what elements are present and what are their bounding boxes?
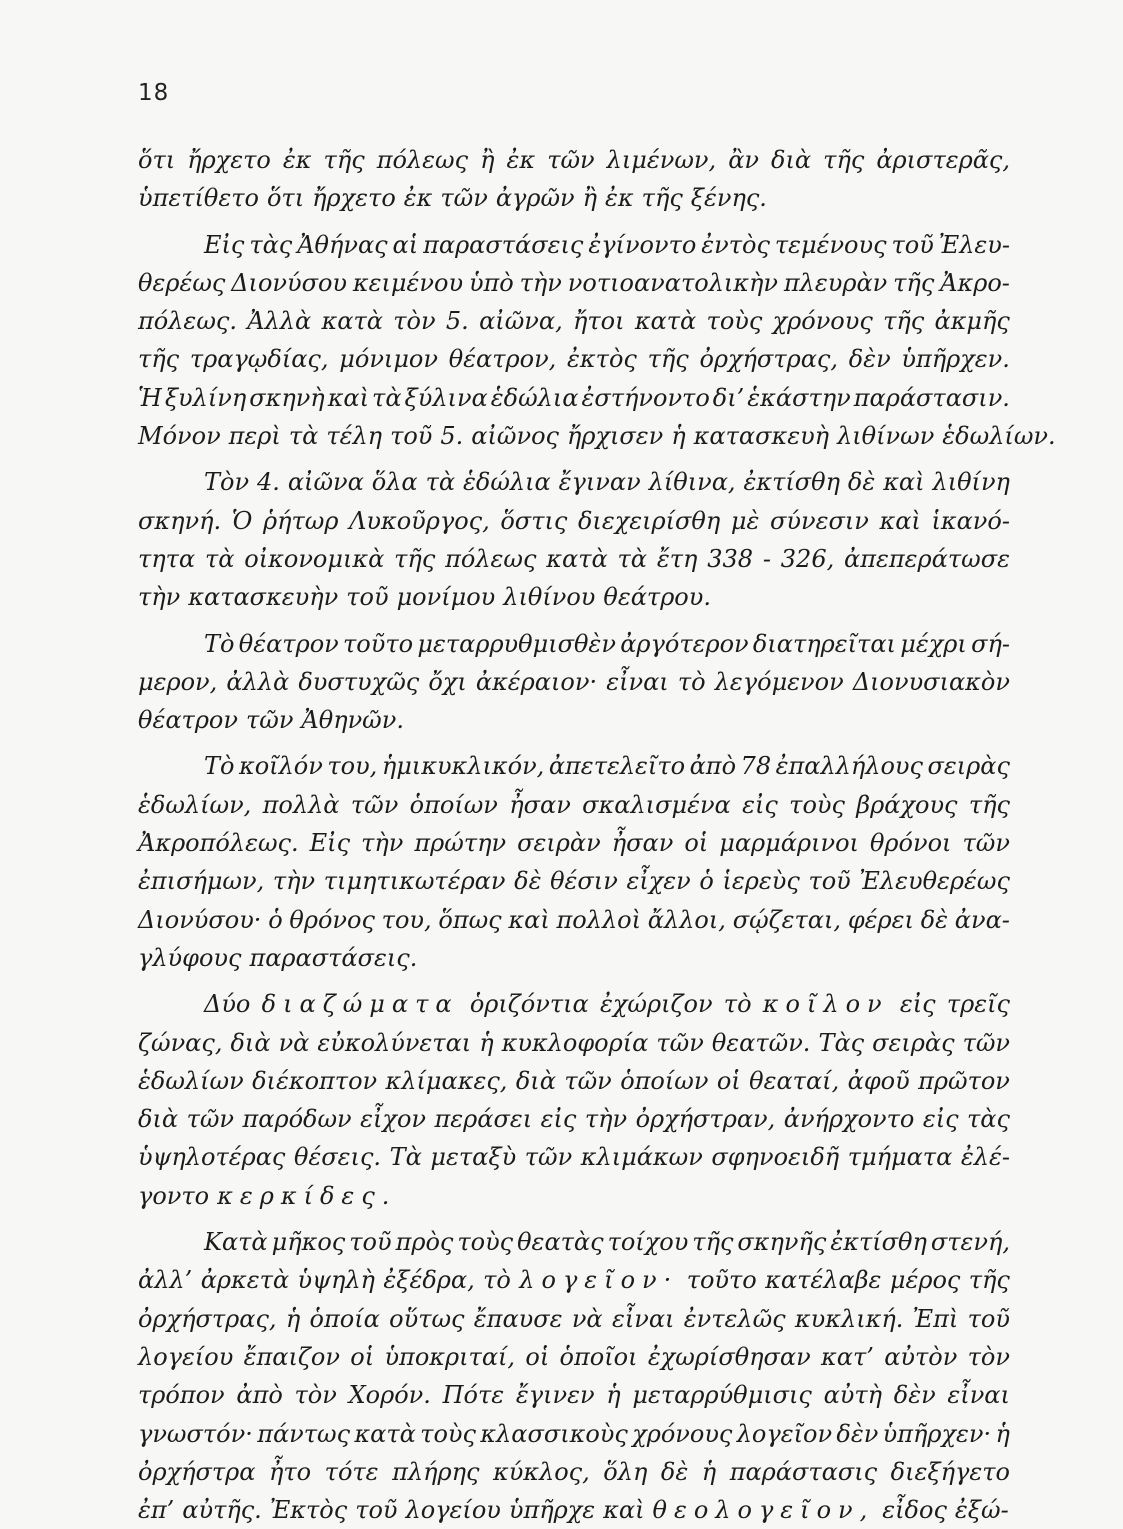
text-line: τὴν κατασκευὴν τοῦ μονίμου λιθίνου θεάτρου. [138, 583, 711, 612]
text-line: ὀρχήστρα ἦτο τότε πλήρης κύκλος, ὅλη δὲ ἡ παράστασις διεξήγετο [138, 1457, 1010, 1486]
text-line: ἑδωλίων διέκοπτον κλίμακες, διὰ τῶν ὁποίων οἱ θεαταί, ἀφοῦ πρῶτον [138, 1066, 1010, 1095]
text-line: ὀρχήστρας, ἡ ὁποία οὕτως ἔπαυσε νὰ εἶναι ἐντελῶς κυκλική. Ἐπὶ τοῦ [138, 1304, 1010, 1333]
paragraph [138, 985, 1010, 1215]
text-line: Τὸ κοῖλόν του, ἡμικυκλικόν, ἀπετελεῖτο ἀπὸ 78 ἐπαλλήλους σειρὰς [204, 752, 1010, 781]
text-line: γλύφους παραστάσεις. [138, 943, 418, 972]
text-line: ὑπετίθετο ὅτι ἤρχετο ἐκ τῶν ἀγρῶν ἢ ἐκ τῆς ξένης. [138, 184, 767, 213]
text-line: πόλεως. Ἀλλὰ κατὰ τὸν 5. αἰῶνα, ἤτοι κατὰ τοὺς χρόνους τῆς ἀκμῆς [138, 307, 1010, 336]
paragraph [138, 141, 1010, 218]
text-line: ἐπισήμων, τὴν τιμητικωτέραν δὲ θέσιν εἶχεν ὁ ἱερεὺς τοῦ Ἐλευθερέως [138, 867, 1010, 896]
text-line: ὅτι ἤρχετο ἐκ τῆς πόλεως ἢ ἐκ τῶν λιμένων, ἂν διὰ τῆς ἀριστερᾶς, [138, 146, 1010, 174]
text-line: Εἰς τὰς Ἀθήνας αἱ παραστάσεις ἐγίνοντο ἐντὸς τεμένους τοῦ Ἐλευ- [204, 230, 1010, 259]
text-line: Τὸ θέατρον τοῦτο μεταρρυθμισθὲν ἀργότερον διατηρεῖται μέχρι σή- [204, 629, 1010, 658]
text-line: Ἡ ξυλίνη σκηνὴ καὶ τὰ ξύλινα ἑδώλια ἐστήνοντο δι’ ἑκάστην παράστασιν. [138, 383, 1010, 412]
text-line: σκηνή. Ὁ ῥήτωρ Λυκοῦργος, ὅστις διεχειρίσθη μὲ σύνεσιν καὶ ἱκανό- [138, 506, 1010, 535]
text-line: Τὸν 4. αἰῶνα ὅλα τὰ ἑδώλια ἔγιναν λίθινα, ἐκτίσθη δὲ καὶ λιθίνη [204, 468, 1010, 497]
text-line: διὰ τῶν παρόδων εἶχον περάσει εἰς τὴν ὀρχήστραν, ἀνήρχοντο εἰς τὰς [138, 1105, 1010, 1134]
text-line: τῆς τραγῳδίας, μόνιμον θέατρον, ἐκτὸς τῆς ὀρχήστρας, δὲν ὑπῆρχεν. [138, 345, 1010, 374]
paragraph [138, 747, 1010, 977]
text-line: ζώνας, διὰ νὰ εὐκολύνεται ἡ κυκλοφορία τῶν θεατῶν. Τὰς σειρὰς τῶν [138, 1028, 1010, 1057]
text-line: Κατὰ μῆκος τοῦ πρὸς τοὺς θεατὰς τοίχου τῆς σκηνῆς ἐκτίσθη στενή, [204, 1228, 1010, 1257]
text-line: γνωστόν· πάντως κατὰ τοὺς κλασσικοὺς χρόνους λογεῖον δὲν ὑπῆρχεν· ἡ [138, 1419, 1010, 1448]
text-line: λογείου ἔπαιζον οἱ ὑποκριταί, οἱ ὁποῖοι ἐχωρίσθησαν κατ’ αὐτὸν τὸν [138, 1342, 1010, 1371]
text-line: Δύο διαζώματα ὁριζόντια ἐχώριζον τὸ κοῖλον εἰς τρεῖς [204, 990, 1010, 1019]
text-line: Μόνον περὶ τὰ τέλη τοῦ 5. αἰῶνος ἤρχισεν ἡ κατασκευὴ λιθίνων ἑδωλίων. [138, 422, 1056, 451]
paragraph [138, 1223, 1010, 1529]
text-line: Ἀκροπόλεως. Εἰς τὴν πρώτην σειρὰν ἦσαν οἱ μαρμάρινοι θρόνοι τῶν [138, 829, 1010, 858]
text-line: γοντο κερκίδες. [138, 1181, 397, 1210]
text-line: τητα τὰ οἰκονομικὰ τῆς πόλεως κατὰ τὰ ἔτη 338 - 326, ἀπεπεράτωσε [138, 544, 1010, 573]
paragraph [138, 625, 1010, 740]
text-line: τρόπον ἀπὸ τὸν Χορόν. Πότε ἔγινεν ἡ μεταρρύθμισις αὐτὴ δὲν εἶναι [138, 1381, 1010, 1410]
text-line: Διονύσου· ὁ θρόνος του, ὅπως καὶ πολλοὶ ἄλλοι, σῴζεται, φέρει δὲ ἀνα- [138, 905, 1010, 934]
text-line: ἀλλ’ ἀρκετὰ ὑψηλὴ ἐξέδρα, τὸ λογεῖον· τοῦτο κατέλαβε μέρος τῆς [138, 1266, 1010, 1295]
text-line: θέατρον τῶν Ἀθηνῶν. [138, 706, 404, 735]
paragraph [138, 226, 1056, 456]
text-line: ἑδωλίων, πολλὰ τῶν ὁποίων ἦσαν σκαλισμένα εἰς τοὺς βράχους τῆς [138, 790, 1010, 819]
page-number: 18 [138, 80, 170, 106]
text-line: μερον, ἀλλὰ δυστυχῶς ὄχι ἀκέραιον· εἶναι τὸ λεγόμενον Διονυσιακὸν [138, 667, 1010, 696]
text-line: ὑψηλοτέρας θέσεις. Τὰ μεταξὺ τῶν κλιμάκων σφηνοειδῆ τμήματα ἐλέ- [138, 1143, 1010, 1172]
text-line: ἐπ’ αὐτῆς. Ἐκτὸς τοῦ λογείου ὑπῆρχε καὶ θεολογεῖον, εἶδος ἐξώ- [138, 1496, 1009, 1525]
text-line: θερέως Διονύσου κειμένου ὑπὸ τὴν νοτιοανατολικὴν πλευρὰν τῆς Ἀκρο- [138, 268, 1010, 297]
body-text [138, 141, 1056, 1529]
paragraph [138, 463, 1010, 616]
